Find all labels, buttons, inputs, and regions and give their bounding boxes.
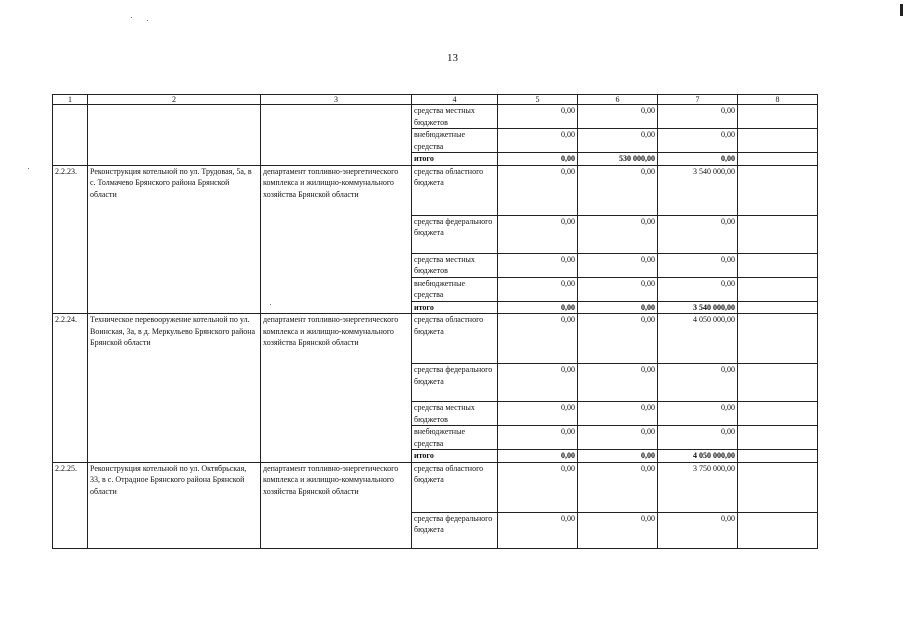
- item-code-cell: 2.2.25.: [53, 462, 88, 548]
- amount-cell: 3 540 000,00: [658, 165, 738, 215]
- amount-cell: 0,00: [578, 402, 658, 426]
- funding-source-cell: внебюджетные средства: [412, 277, 498, 301]
- amount-cell: 0,00: [658, 402, 738, 426]
- amount-cell: 0,00: [498, 301, 578, 314]
- column-header: 6: [578, 95, 658, 105]
- amount-cell: 0,00: [578, 426, 658, 450]
- amount-cell: 0,00: [658, 129, 738, 153]
- empty-cell: [53, 105, 88, 166]
- funding-source-cell: средства местных бюджетов: [412, 253, 498, 277]
- item-code-cell: 2.2.23.: [53, 165, 88, 314]
- amount-cell: 0,00: [498, 105, 578, 129]
- funding-source-cell: средства федерального бюджета: [412, 215, 498, 253]
- executor-cell: департамент топливно-энергетического комплекса и жилищно-коммунального хозяйства Брянской области: [261, 462, 412, 548]
- amount-cell: 3 540 000,00: [658, 301, 738, 314]
- amount-cell: 0,00: [498, 165, 578, 215]
- amount-cell: 0,00: [578, 253, 658, 277]
- column-header: 3: [261, 95, 412, 105]
- empty-cell: [738, 105, 818, 129]
- item-name-cell: Реконструкция котельной по ул. Октябрьская, 33, в с. Отрадное Брянского района Брянской области: [88, 462, 261, 548]
- executor-cell: департамент топливно-энергетического комплекса и жилищно-коммунального хозяйства Брянской области: [261, 165, 412, 314]
- item-name-cell: Техническое перевооружение котельной по ул. Воинская, 3а, в д. Меркульево Брянского района Брянской области: [88, 314, 261, 463]
- amount-cell: 0,00: [498, 512, 578, 548]
- amount-cell: 0,00: [578, 301, 658, 314]
- empty-cell: [738, 462, 818, 512]
- funding-source-cell: средства местных бюджетов: [412, 105, 498, 129]
- amount-cell: 0,00: [578, 215, 658, 253]
- funding-source-cell: средства областного бюджета: [412, 314, 498, 364]
- amount-cell: 0,00: [498, 314, 578, 364]
- amount-cell: 0,00: [498, 402, 578, 426]
- scan-speck: [28, 168, 29, 169]
- empty-cell: [738, 450, 818, 463]
- amount-cell: 0,00: [498, 364, 578, 402]
- column-header: 2: [88, 95, 261, 105]
- empty-cell: [738, 253, 818, 277]
- budget-table: [52, 94, 818, 549]
- empty-cell: [738, 512, 818, 548]
- amount-cell: 530 000,00: [578, 153, 658, 166]
- page-number: 13: [447, 52, 458, 64]
- funding-source-cell: внебюджетные средства: [412, 426, 498, 450]
- empty-cell: [261, 105, 412, 166]
- amount-cell: 0,00: [498, 253, 578, 277]
- column-header: 1: [53, 95, 88, 105]
- amount-cell: 0,00: [578, 314, 658, 364]
- scan-speck: [131, 17, 132, 18]
- funding-source-cell: средства областного бюджета: [412, 462, 498, 512]
- funding-source-cell: средства областного бюджета: [412, 165, 498, 215]
- empty-cell: [738, 277, 818, 301]
- empty-cell: [738, 215, 818, 253]
- funding-source-cell: внебюджетные средства: [412, 129, 498, 153]
- amount-cell: 0,00: [498, 153, 578, 166]
- amount-cell: 0,00: [578, 277, 658, 301]
- amount-cell: 0,00: [658, 105, 738, 129]
- header-row: [53, 95, 818, 105]
- amount-cell: 0,00: [578, 512, 658, 548]
- column-header: 5: [498, 95, 578, 105]
- empty-cell: [738, 301, 818, 314]
- table-row: [53, 314, 818, 364]
- amount-cell: 4 050 000,00: [658, 314, 738, 364]
- amount-cell: 0,00: [498, 215, 578, 253]
- amount-cell: 0,00: [578, 364, 658, 402]
- scan-speck: [147, 20, 148, 21]
- amount-cell: 0,00: [658, 426, 738, 450]
- empty-cell: [738, 426, 818, 450]
- amount-cell: 0,00: [578, 165, 658, 215]
- amount-cell: 0,00: [498, 129, 578, 153]
- column-header: 7: [658, 95, 738, 105]
- empty-cell: [738, 402, 818, 426]
- amount-cell: 0,00: [578, 129, 658, 153]
- amount-cell: 0,00: [658, 153, 738, 166]
- funding-source-cell: итого: [412, 450, 498, 463]
- amount-cell: 0,00: [578, 450, 658, 463]
- empty-cell: [738, 129, 818, 153]
- amount-cell: 0,00: [658, 215, 738, 253]
- amount-cell: 0,00: [578, 105, 658, 129]
- column-header: 4: [412, 95, 498, 105]
- amount-cell: 0,00: [658, 364, 738, 402]
- funding-source-cell: средства федерального бюджета: [412, 364, 498, 402]
- amount-cell: 0,00: [498, 277, 578, 301]
- funding-source-cell: средства местных бюджетов: [412, 402, 498, 426]
- item-code-cell: 2.2.24.: [53, 314, 88, 463]
- table-row: [53, 462, 818, 512]
- amount-cell: 0,00: [658, 253, 738, 277]
- amount-cell: 0,00: [498, 426, 578, 450]
- table-row: [53, 165, 818, 215]
- amount-cell: 0,00: [658, 277, 738, 301]
- amount-cell: 3 750 000,00: [658, 462, 738, 512]
- scan-edge-mark: [900, 4, 903, 16]
- item-name-cell: Реконструкция котельной по ул. Трудовая, 5а, в с. Толмачево Брянского района Брянской области: [88, 165, 261, 314]
- column-header: 8: [738, 95, 818, 105]
- executor-cell: департамент топливно-энергетического комплекса и жилищно-коммунального хозяйства Брянской области: [261, 314, 412, 463]
- empty-cell: [738, 364, 818, 402]
- empty-cell: [738, 314, 818, 364]
- amount-cell: 0,00: [498, 450, 578, 463]
- funding-source-cell: итого: [412, 153, 498, 166]
- funding-source-cell: средства федерального бюджета: [412, 512, 498, 548]
- amount-cell: 0,00: [578, 462, 658, 512]
- amount-cell: 0,00: [658, 512, 738, 548]
- empty-cell: [88, 105, 261, 166]
- amount-cell: 0,00: [498, 462, 578, 512]
- table-row: [53, 105, 818, 129]
- funding-source-cell: итого: [412, 301, 498, 314]
- empty-cell: [738, 165, 818, 215]
- empty-cell: [738, 153, 818, 166]
- amount-cell: 4 050 000,00: [658, 450, 738, 463]
